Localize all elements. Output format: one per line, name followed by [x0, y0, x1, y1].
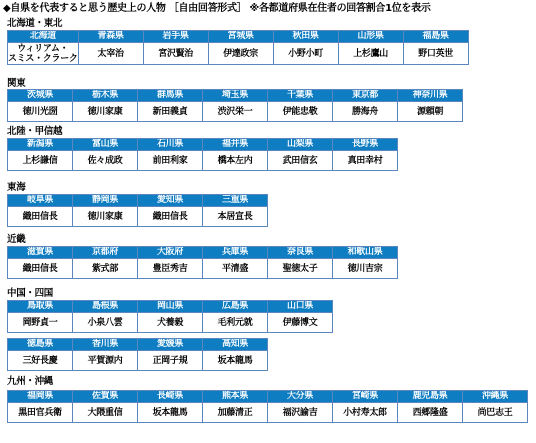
person-row — [8, 351, 268, 371]
prefecture-name: 香川県 — [73, 339, 138, 351]
person-name: 徳川光圀 — [8, 102, 73, 122]
prefecture-name: 栃木県 — [73, 90, 138, 102]
prefecture-name: 千葉県 — [268, 90, 333, 102]
person-name: 小泉八雲 — [73, 313, 138, 333]
person-name: 野口英世 — [403, 43, 468, 65]
prefecture-name: 富山県 — [73, 139, 138, 151]
prefecture-name: 岐阜県 — [8, 195, 73, 207]
person-name: 勝海舟 — [333, 102, 398, 122]
prefecture-name: 山形県 — [338, 31, 403, 43]
person-name: 犬養毅 — [138, 313, 203, 333]
prefecture-header-row — [8, 90, 463, 102]
prefecture-name: 兵庫県 — [203, 247, 268, 259]
person-name: 伊達政宗 — [208, 43, 273, 65]
person-name: 上杉謙信 — [8, 151, 73, 171]
prefecture-name: 岡山県 — [138, 301, 203, 313]
prefecture-name: 群馬県 — [138, 90, 203, 102]
person-name: 紫式部 — [73, 259, 138, 279]
person-name: 加藤清正 — [203, 403, 268, 423]
person-name: 太宰治 — [78, 43, 143, 65]
person-name: 平賀源内 — [73, 351, 138, 371]
prefecture-name: 沖縄県 — [463, 391, 528, 403]
person-name: 本居宣長 — [203, 207, 268, 227]
person-name: ウィリアム・ スミス・クラーク — [8, 43, 78, 64]
person-name: 織田信長 — [8, 207, 73, 227]
prefecture-table — [7, 194, 268, 227]
person-name: 上杉鷹山 — [338, 43, 403, 65]
prefecture-name: 茨城県 — [8, 90, 73, 102]
person-name: 伊藤博文 — [268, 313, 333, 333]
person-name: 新田義貞 — [138, 102, 203, 122]
person-name: 正岡子規 — [138, 351, 203, 371]
prefecture-name: 宮崎県 — [333, 391, 398, 403]
person-name: 小村寿太郎 — [333, 403, 398, 423]
person-row — [8, 403, 528, 423]
prefecture-name: 福井県 — [203, 139, 268, 151]
prefecture-name: 岩手県 — [143, 31, 208, 43]
region-label: 九州・沖縄 — [7, 376, 54, 387]
person-name: 宮沢賢治 — [143, 43, 208, 65]
prefecture-header-row — [8, 247, 398, 259]
region-label: 関東 — [7, 78, 26, 89]
prefecture-name: 福岡県 — [8, 391, 73, 403]
person-name: 徳川家康 — [73, 102, 138, 122]
prefecture-name: 滋賀県 — [8, 247, 73, 259]
prefecture-name: 静岡県 — [73, 195, 138, 207]
prefecture-header-row — [8, 339, 268, 351]
person-name: 西郷隆盛 — [398, 403, 463, 423]
person-name: 徳川吉宗 — [333, 259, 398, 279]
person-row — [8, 207, 268, 227]
person-name: 武田信玄 — [268, 151, 333, 171]
person-name: 橋本左内 — [203, 151, 268, 171]
prefecture-name: 京都府 — [73, 247, 138, 259]
prefecture-name: 愛媛県 — [138, 339, 203, 351]
prefecture-header-row — [8, 139, 398, 151]
prefecture-name: 広島県 — [203, 301, 268, 313]
prefecture-name: 埼玉県 — [203, 90, 268, 102]
region-label: 北陸・甲信越 — [7, 126, 63, 137]
person-name: 尚巴志王 — [463, 403, 528, 423]
person-name: 織田信長 — [138, 207, 203, 227]
person-name: 真田幸村 — [333, 151, 398, 171]
region-label: 北海道・東北 — [7, 18, 63, 29]
prefecture-table — [7, 30, 469, 65]
prefecture-name: 秋田県 — [273, 31, 338, 43]
region-label: 中国・四国 — [7, 288, 54, 299]
prefecture-name: 大分県 — [268, 391, 333, 403]
prefecture-name: 高知県 — [203, 339, 268, 351]
prefecture-header-row — [8, 301, 333, 313]
person-row — [8, 43, 469, 65]
person-name: 平清盛 — [203, 259, 268, 279]
prefecture-name: 長野県 — [333, 139, 398, 151]
prefecture-table — [7, 338, 268, 371]
person-name: 福沢諭吉 — [268, 403, 333, 423]
prefecture-table — [7, 390, 528, 423]
prefecture-name: 奈良県 — [268, 247, 333, 259]
person-name: 大隈重信 — [73, 403, 138, 423]
prefecture-name: 石川県 — [138, 139, 203, 151]
person-name: 佐々成政 — [73, 151, 138, 171]
region-label: 東海 — [7, 182, 26, 193]
prefecture-name: 福島県 — [403, 31, 468, 43]
person-name: 聖徳太子 — [268, 259, 333, 279]
person-row — [8, 259, 398, 279]
person-name: 豊臣秀吉 — [138, 259, 203, 279]
person-row — [8, 102, 463, 122]
person-name: 渋沢栄一 — [203, 102, 268, 122]
prefecture-name: 宮城県 — [208, 31, 273, 43]
prefecture-table — [7, 246, 398, 279]
person-name: 坂本龍馬 — [203, 351, 268, 371]
prefecture-table — [7, 300, 333, 333]
prefecture-name: 東京都 — [333, 90, 398, 102]
person-row — [8, 313, 333, 333]
person-name: 前田利家 — [138, 151, 203, 171]
person-name: 坂本龍馬 — [138, 403, 203, 423]
prefecture-header-row — [8, 31, 469, 43]
prefecture-name: 和歌山県 — [333, 247, 398, 259]
person-name: 小野小町 — [273, 43, 338, 65]
prefecture-name: 鹿児島県 — [398, 391, 463, 403]
person-name: 伊能忠敬 — [268, 102, 333, 122]
region-label: 近畿 — [7, 234, 26, 245]
prefecture-name: 神奈川県 — [398, 90, 463, 102]
prefecture-name: 新潟県 — [8, 139, 73, 151]
prefecture-name: 北海道 — [8, 31, 79, 43]
prefecture-name: 愛知県 — [138, 195, 203, 207]
prefecture-name: 青森県 — [78, 31, 143, 43]
person-name: 毛利元就 — [203, 313, 268, 333]
page-title: ◆自県を代表すると思う歴史上の人物 ［自由回答形式］ ※各都道府県在住者の回答割合1位を表示 — [3, 3, 431, 14]
prefecture-name: 山口県 — [268, 301, 333, 313]
person-name: 岡野貞一 — [8, 313, 73, 333]
prefecture-name: 佐賀県 — [73, 391, 138, 403]
prefecture-name: 長崎県 — [138, 391, 203, 403]
prefecture-name: 大阪府 — [138, 247, 203, 259]
person-name: 織田信長 — [8, 259, 73, 279]
prefecture-name: 三重県 — [203, 195, 268, 207]
prefecture-name: 鳥取県 — [8, 301, 73, 313]
prefecture-name: 徳島県 — [8, 339, 73, 351]
prefecture-name: 山梨県 — [268, 139, 333, 151]
person-name: 三好長慶 — [8, 351, 73, 371]
person-name: 徳川家康 — [73, 207, 138, 227]
person-name: 源頼朝 — [398, 102, 463, 122]
prefecture-name: 島根県 — [73, 301, 138, 313]
prefecture-header-row — [8, 391, 528, 403]
prefecture-header-row — [8, 195, 268, 207]
prefecture-name: 熊本県 — [203, 391, 268, 403]
person-name: 黒田官兵衛 — [8, 403, 73, 423]
person-row — [8, 151, 398, 171]
prefecture-table — [7, 138, 398, 171]
prefecture-table — [7, 89, 463, 122]
